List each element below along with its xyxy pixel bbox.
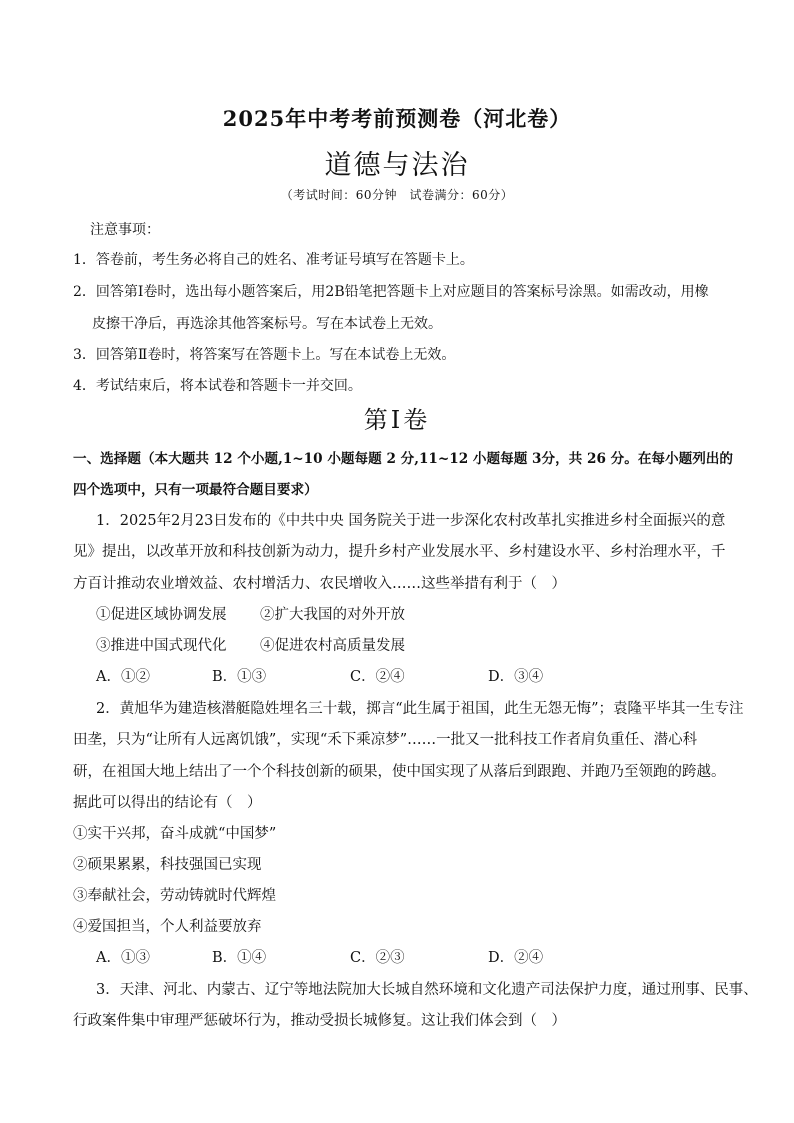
q1-option-a: A．①② bbox=[96, 669, 150, 685]
q1-statement-3: ③推进中国式现代化 bbox=[96, 638, 227, 654]
section-heading: 一、选择题（本大题共 12 个小题,1~10 小题每题 2 分,11~12 小题每题 3分，共 26 分。在每小题列出的 bbox=[73, 451, 733, 467]
note-item-4: 4．考试结束后，将本试卷和答题卡一并交回。 bbox=[73, 378, 362, 394]
q2-stem-line: 研，在祖国大地上结出了一个个科技创新的硕果，使中国实现了从落后到跟跑、并跑乃至领跑的跨越。 bbox=[73, 764, 726, 780]
q2-option-c: C．②③ bbox=[350, 950, 405, 966]
q2-statement-3: ③奉献社会，劳动铸就时代辉煌 bbox=[73, 888, 276, 904]
q2-stem-line: 据此可以得出的结论有（ ） bbox=[73, 795, 262, 811]
q1-option-c: C．②④ bbox=[350, 669, 405, 685]
q3-stem-line: 行政案件集中审理严惩破坏行为，推动受损长城修复。这让我们体会到（ ） bbox=[73, 1013, 566, 1029]
q2-stem-line: 田垄，只为“让所有人远离饥饿”，实现“禾下乘凉梦”……一批又一批科技工作者肩负重任、潜心科 bbox=[73, 732, 698, 748]
q1-stem-line: 见》提出，以改革开放和科技创新为动力，提升乡村产业发展水平、乡村建设水平、乡村治理水平，千 bbox=[73, 544, 726, 560]
q2-statement-2: ②硕果累累，科技强国已实现 bbox=[73, 857, 262, 873]
q2-option-a: A．①③ bbox=[96, 950, 150, 966]
q2-statement-1: ①实干兴邦，奋斗成就“中国梦” bbox=[73, 826, 277, 842]
q1-statement-1: ①促进区域协调发展 bbox=[96, 607, 227, 623]
subject-title: 道德与法治 bbox=[324, 150, 470, 181]
note-item-2: 2．回答第Ⅰ卷时，选出每小题答案后，用2B铅笔把答题卡上对应题目的答案标号涂黑。如需改动，用橡 bbox=[73, 284, 709, 300]
q1-statement-2: ②扩大我国的对外开放 bbox=[260, 607, 405, 623]
q1-option-d: D．③④ bbox=[488, 669, 544, 685]
section-title: 第Ⅰ卷 bbox=[363, 406, 431, 434]
notes-heading: 注意事项： bbox=[90, 222, 160, 238]
q1-stem-line: 方百计推动农业增效益、农村增活力、农民增收入……这些举措有利于（ ） bbox=[73, 576, 566, 592]
q1-statement-4: ④促进农村高质量发展 bbox=[260, 638, 405, 654]
q2-statement-4: ④爱国担当，个人利益要放弃 bbox=[73, 919, 262, 935]
q3-stem-line: 3．天津、河北、内蒙古、辽宁等地法院加大长城自然环境和文化遗产司法保护力度，通过刑事、民事、 bbox=[96, 982, 758, 998]
q1-stem-line: 1．2025年2月23日发布的《中共中央 国务院关于进一步深化农村改革扎实推进乡村全面振兴的意 bbox=[96, 513, 726, 529]
section-heading-cont: 四个选项中，只有一项最符合题目要求） bbox=[73, 482, 318, 498]
q2-stem-line: 2．黄旭华为建造核潜艇隐姓埋名三十载，掷言“此生属于祖国，此生无怨无悔”；袁隆平毕其一生专注 bbox=[96, 701, 744, 717]
exam-title: 2025年中考考前预测卷（河北卷） bbox=[222, 106, 572, 131]
q1-option-b: B．①③ bbox=[212, 669, 267, 685]
note-item-3: 3．回答第Ⅱ卷时，将答案写在答题卡上。写在本试卷上无效。 bbox=[73, 347, 456, 363]
note-item-1: 1．答卷前，考生务必将自己的姓名、准考证号填写在答题卡上。 bbox=[73, 252, 474, 268]
exam-info: （考试时间：60分钟 试卷满分：60分） bbox=[280, 188, 514, 202]
note-item-2-cont: 皮擦干净后，再选涂其他答案标号。写在本试卷上无效。 bbox=[92, 316, 442, 332]
q2-option-d: D．②④ bbox=[488, 950, 544, 966]
q2-option-b: B．①④ bbox=[212, 950, 267, 966]
